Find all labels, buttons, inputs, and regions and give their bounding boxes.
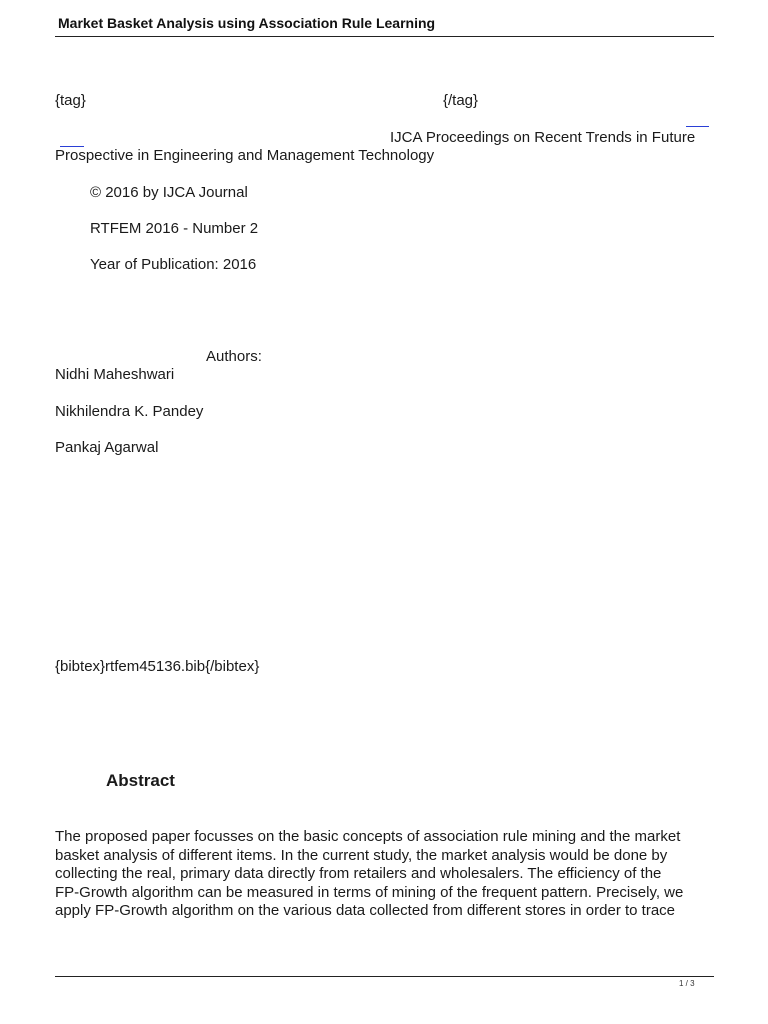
page-number: 1 / 3 (679, 979, 695, 988)
abstract-line: collecting the real, primary data directly from retailers and wholesalers. The efficiency of the (55, 865, 662, 882)
footer-divider (55, 976, 714, 977)
proceedings-line-2: Prospective in Engineering and Management Technology (55, 147, 435, 164)
running-header-title: Market Basket Analysis using Association Rule Learning (58, 15, 436, 31)
authors-label: Authors: (206, 348, 262, 365)
publication-year: Year of Publication: 2016 (90, 256, 257, 273)
abstract-line: apply FP-Growth algorithm on the various data collected from different stores in order to trace (55, 902, 676, 919)
author-name: Pankaj Agarwal (55, 439, 159, 456)
author-name: Nikhilendra K. Pandey (55, 403, 204, 420)
abstract-line: basket analysis of different items. In the current study, the market analysis would be done by (55, 846, 668, 864)
issue-number: RTFEM 2016 - Number 2 (90, 220, 259, 237)
author-name: Nidhi Maheshwari (55, 366, 175, 383)
copyright-text: © 2016 by IJCA Journal (90, 184, 248, 201)
abstract-heading: Abstract (106, 771, 175, 790)
abstract-line: The proposed paper focusses on the basic concepts of association rule mining and the market (55, 828, 681, 845)
abstract-line: FP-Growth algorithm can be measured in terms of mining of the frequent pattern. Precisely, we (55, 883, 684, 901)
header-divider (55, 36, 714, 37)
abstract-body (55, 828, 715, 921)
proceedings-line-1: IJCA Proceedings on Recent Trends in Future (390, 129, 696, 146)
bibtex-reference: {bibtex}rtfem45136.bib{/bibtex} (55, 658, 260, 675)
tag-close: {/tag} (443, 92, 479, 109)
link-underline-right[interactable] (686, 126, 709, 127)
tag-open: {tag} (55, 92, 86, 109)
